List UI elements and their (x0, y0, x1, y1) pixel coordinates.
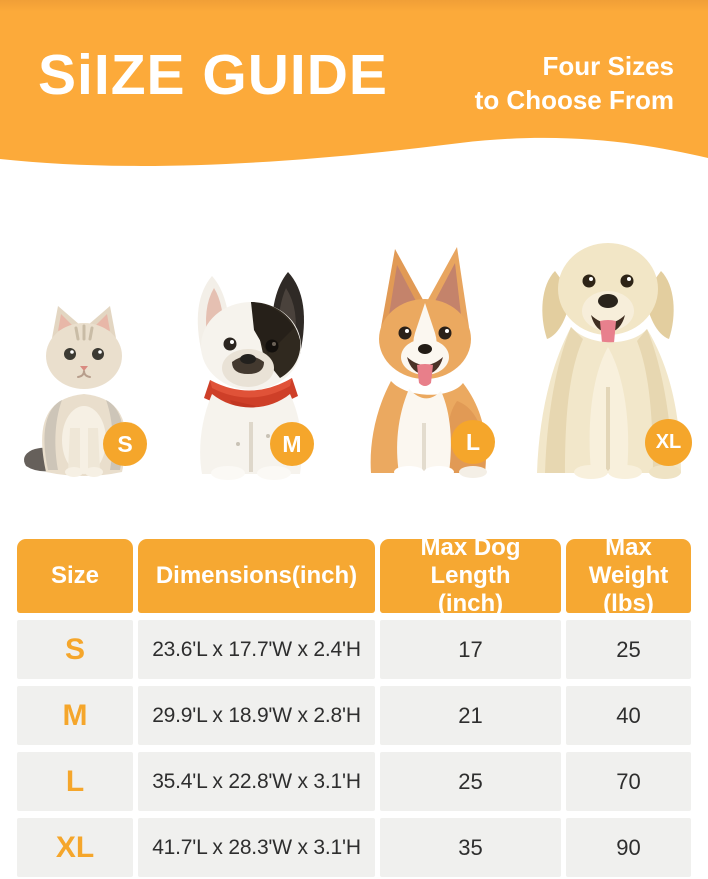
page-title: SiIZE GUIDE (38, 43, 388, 107)
column-header-sublabel: (lbs) (603, 590, 654, 618)
table-row-s-max-weight: 25 (566, 620, 691, 679)
table-row-l-max-dog-length: 25 (380, 752, 561, 811)
table-row-xl-max-weight: 90 (566, 818, 691, 877)
table-row-xl-size (17, 818, 133, 877)
wave-divider (0, 132, 708, 178)
tagline-line1: Four Sizes (542, 51, 674, 81)
hero-banner (0, 0, 708, 178)
hero-tagline (475, 50, 674, 118)
size-value: S (64, 632, 85, 666)
size-badge-s: S (103, 422, 147, 466)
column-header-label: Max Dog Length (420, 533, 521, 589)
size-badge-l: L (451, 420, 495, 464)
table-row-xl-dimensions: 41.7'L x 28.3'W x 3.1'H (138, 818, 375, 877)
column-header-label: Max Weight (588, 533, 669, 589)
column-header-label: Dimensions(inch) (155, 561, 358, 589)
size-value: XL (55, 830, 95, 864)
table-row-m-max-weight: 40 (566, 686, 691, 745)
table-row-s-max-dog-length: 17 (380, 620, 561, 679)
tagline-line2: to Choose From (474, 84, 674, 115)
size-value: L (65, 764, 85, 798)
column-header-sublabel: (inch) (437, 590, 504, 618)
column-header-max-weight (566, 533, 691, 618)
size-table (17, 533, 691, 877)
size-value: M (62, 698, 88, 732)
size-badge-m: M (270, 422, 314, 466)
table-row-m-size (17, 686, 133, 745)
table-row-xl-max-dog-length: 35 (380, 818, 561, 877)
column-header-max-dog-length (380, 533, 561, 618)
table-row-m-max-dog-length: 21 (380, 686, 561, 745)
column-header-size (17, 539, 133, 613)
size-badge-xl: XL (645, 419, 692, 466)
column-header-label: Size (50, 561, 100, 589)
table-row-l-max-weight: 70 (566, 752, 691, 811)
table-row-l-dimensions: 35.4'L x 22.8'W x 3.1'H (138, 752, 375, 811)
table-row-s-dimensions: 23.6'L x 17.7'W x 2.4'H (138, 620, 375, 679)
column-header-dimensions (138, 539, 375, 613)
table-row-s-size (17, 620, 133, 679)
table-row-m-dimensions: 29.9'L x 18.9'W x 2.8'H (138, 686, 375, 745)
table-row-l-size (17, 752, 133, 811)
